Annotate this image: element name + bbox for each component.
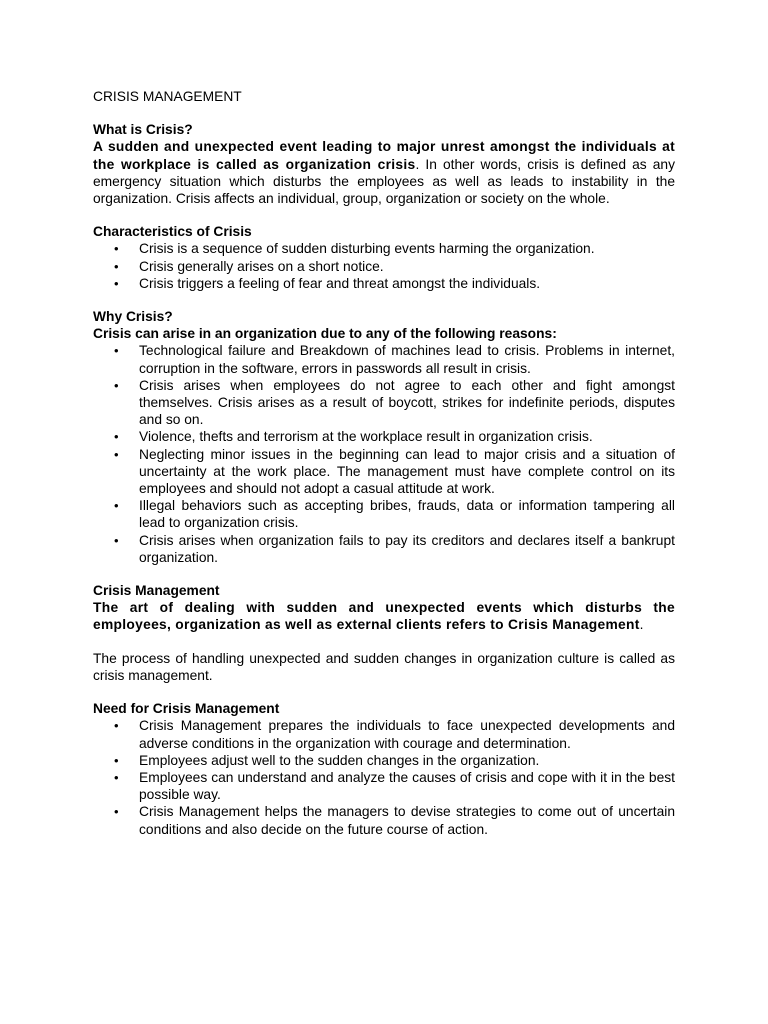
bullet-icon: • (114, 429, 119, 445)
list-item (93, 377, 675, 429)
section-heading: What is Crisis? (93, 122, 193, 138)
list-item (93, 258, 675, 275)
section-heading: Characteristics of Crisis (93, 224, 252, 240)
document-content (93, 88, 675, 838)
crisis-definition-rest: . In other words, crisis is defined as any emergency situation which disturbs the employees as well as leads to instability in the organization. Crisis affects an individual, group, organization or society on the whole. (93, 156, 675, 207)
section-why-crisis (93, 308, 675, 566)
section-heading: Why Crisis? (93, 309, 173, 325)
reasons-list (93, 342, 675, 566)
list-item-text: Crisis arises when employees do not agree to each other and fight amongst themselves. Crisis arises as a result of boycott, strikes for indefinite periods, disputes and so on. (139, 377, 675, 428)
list-item-text: Technological failure and Breakdown of machines lead to crisis. Problems in internet, corruption in the software, errors in passwords all result in crisis. (139, 343, 675, 376)
list-item-text: Crisis arises when organization fails to pay its creditors and declares itself a bankrupt organization. (139, 532, 675, 565)
bullet-icon: • (114, 532, 119, 548)
list-item-text: Crisis Management helps the managers to devise strategies to come out of uncertain conditions and also decide on the future course of action. (139, 804, 675, 837)
list-item-text: Employees adjust well to the sudden changes in the organization. (139, 752, 540, 768)
section-need-for-crisis-management (93, 700, 675, 838)
section-heading: Need for Crisis Management (93, 701, 280, 717)
section-what-is-crisis (93, 121, 675, 207)
crisis-definition-bold: A sudden and unexpected event leading to major unrest amongst the individuals at the workplace is called as organization crisis (93, 139, 675, 172)
list-item-text: Crisis triggers a feeling of fear and threat amongst the individuals. (139, 275, 541, 291)
list-item (93, 532, 675, 566)
list-item (93, 342, 675, 376)
bullet-icon: • (114, 241, 119, 257)
list-item (93, 769, 675, 803)
crisis-management-definition (93, 599, 675, 633)
bullet-icon: • (114, 343, 119, 359)
characteristics-list (93, 240, 675, 292)
why-crisis-intro: Crisis can arise in an organization due to any of the following reasons: (93, 326, 557, 342)
bullet-icon: • (114, 752, 119, 768)
list-item (93, 497, 675, 531)
list-item (93, 428, 675, 445)
bullet-icon: • (114, 498, 119, 514)
bullet-icon: • (114, 446, 119, 462)
list-item-text: Illegal behaviors such as accepting bribes, frauds, data or information tampering all lead to organization crisis. (139, 498, 675, 531)
list-item (93, 240, 675, 257)
crisis-management-paragraph: The process of handling unexpected and sudden changes in organization culture is called as crisis management. (93, 650, 675, 683)
need-list (93, 717, 675, 837)
crisis-management-definition-bold: The art of dealing with sudden and unexpected events which disturbs the employees, organization as well as external clients refers to Crisis Management (93, 600, 675, 633)
list-item (93, 803, 675, 837)
list-item-text: Crisis Management prepares the individuals to face unexpected developments and adverse conditions in the organization with courage and determination. (139, 718, 675, 751)
crisis-definition-paragraph (93, 138, 675, 207)
list-item-text: Violence, thefts and terrorism at the workplace result in organization crisis. (139, 429, 593, 445)
bullet-icon: • (114, 275, 119, 291)
list-item (93, 446, 675, 498)
list-item-text: Crisis is a sequence of sudden disturbing events harming the organization. (139, 241, 595, 257)
list-item-text: Employees can understand and analyze the causes of crisis and cope with it in the best possible way. (139, 769, 675, 803)
bullet-icon: • (114, 258, 119, 274)
list-item (93, 275, 675, 292)
list-item-text: Crisis generally arises on a short notice. (139, 258, 384, 274)
list-item-text: Neglecting minor issues in the beginning can lead to major crisis and a situation of uncertainty at the work place. The management must have complete control on its employees and should not adopt a casual attitude at work. (139, 446, 675, 497)
section-characteristics (93, 223, 675, 292)
bullet-icon: • (114, 769, 119, 785)
section-crisis-management (93, 582, 675, 684)
crisis-management-definition-end: . (639, 617, 644, 633)
section-heading: Crisis Management (93, 583, 220, 599)
bullet-icon: • (114, 718, 119, 734)
list-item (93, 752, 675, 769)
document-title: CRISIS MANAGEMENT (93, 89, 242, 104)
list-item (93, 717, 675, 751)
bullet-icon: • (114, 804, 119, 820)
bullet-icon: • (114, 377, 119, 393)
